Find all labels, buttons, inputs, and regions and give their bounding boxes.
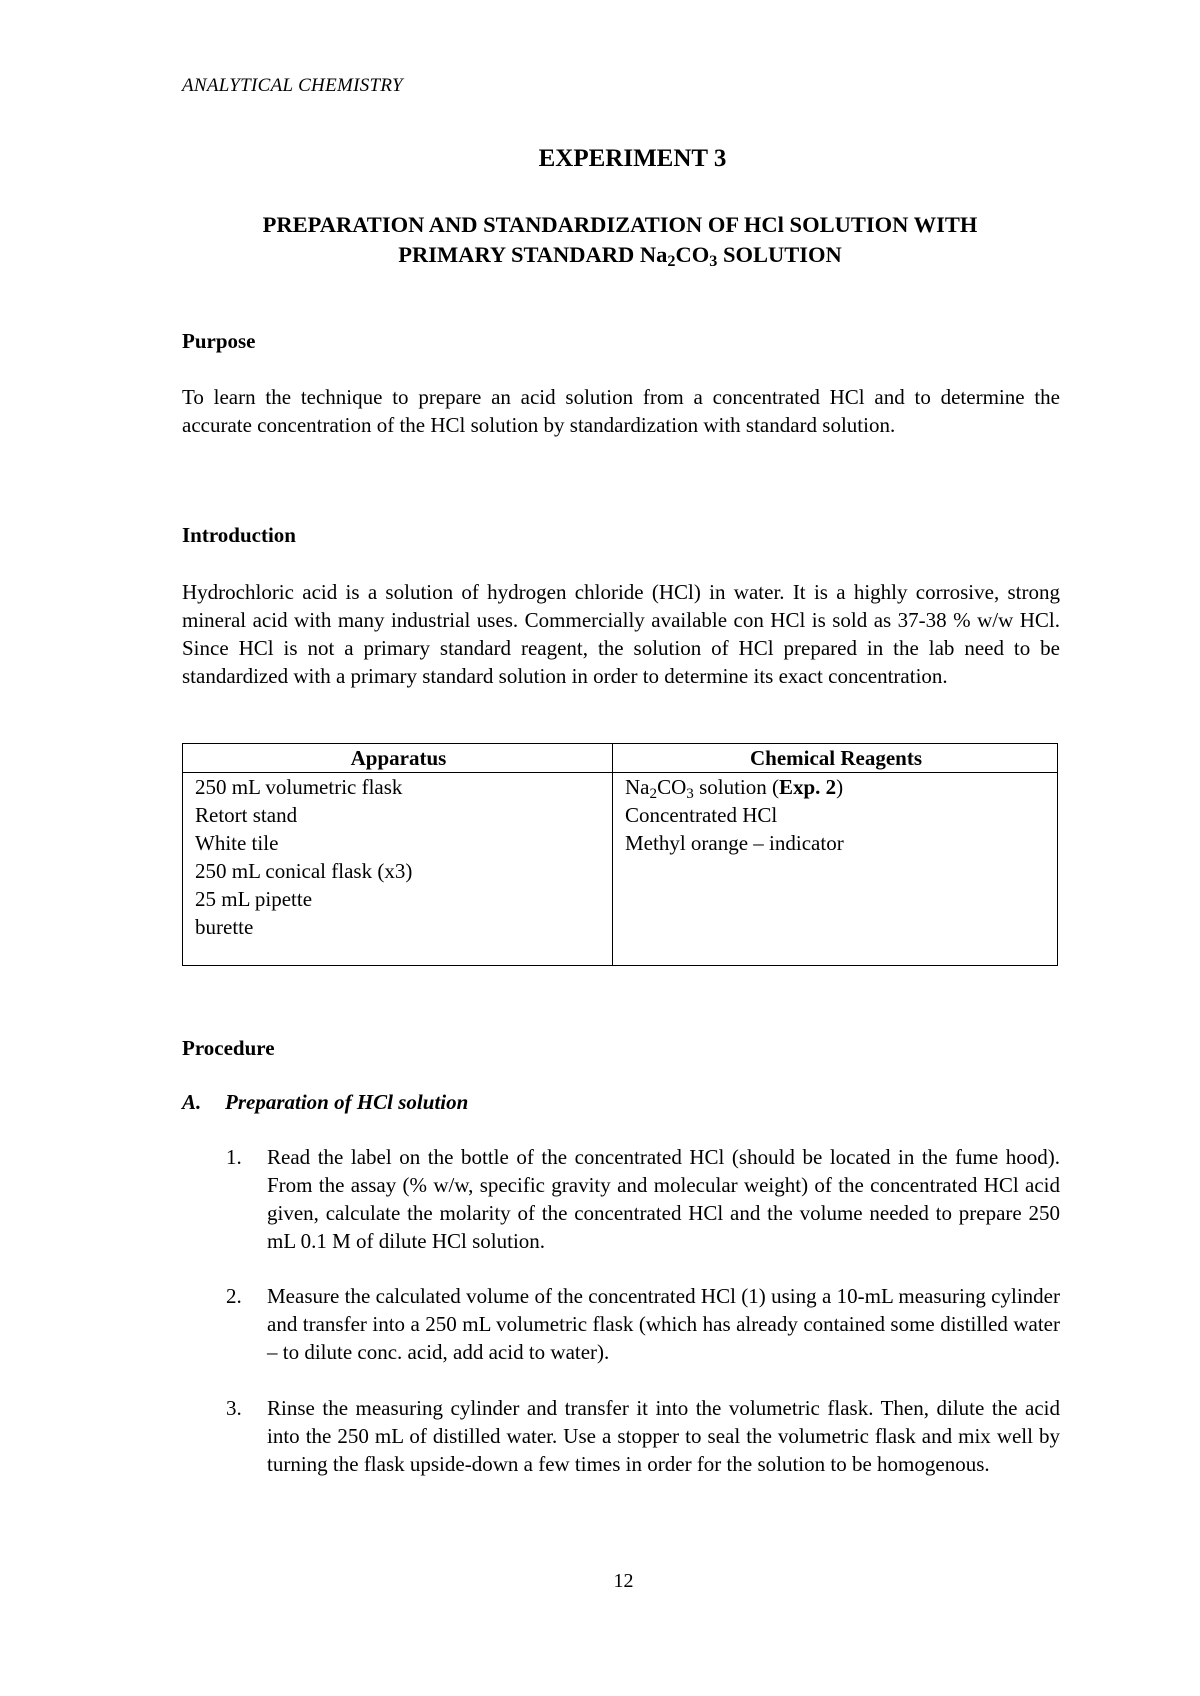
step-text: Read the label on the bottle of the concentrated HCl (should be located in the fume hood). From the assay (% w/w, specific gravity and molecular weight) of the concentrated HCl acid given, calculate the molarity of the concentrated HCl and the volume needed to prepare 250 mL 0.1 M of dilute HCl solution. — [267, 1145, 1060, 1253]
procedure-heading: Procedure — [182, 1036, 275, 1060]
reagents-header: Chemical Reagents — [613, 744, 1058, 773]
section-a-heading — [182, 1088, 468, 1116]
table-header-row — [183, 744, 1058, 773]
list-item: burette — [195, 915, 254, 939]
list-item: 250 mL conical flask (x3) — [195, 859, 413, 883]
introduction-heading: Introduction — [182, 523, 296, 547]
step-number: 2. — [226, 1284, 242, 1308]
experiment-label: EXPERIMENT 3 — [538, 145, 727, 172]
procedure-step — [226, 1394, 1060, 1478]
table-row — [183, 773, 1058, 966]
experiment-title — [182, 210, 1058, 270]
section-a-title: Preparation of HCl solution — [225, 1090, 469, 1114]
purpose-text: To learn the technique to prepare an acid solution from a concentrated HCl and to determine the accurate concentration of the HCl solution by standardization with standard solution. — [182, 385, 1060, 437]
step-number: 3. — [226, 1396, 242, 1420]
running-header: ANALYTICAL CHEMISTRY — [182, 75, 403, 96]
list-item: 250 mL volumetric flask — [195, 775, 403, 799]
list-item: Methyl orange – indicator — [625, 831, 844, 855]
title-line-1: PREPARATION AND STANDARDIZATION OF HCl SOLUTION WITH — [262, 212, 978, 237]
page-number: 12 — [613, 1570, 634, 1592]
section-a-letter: A. — [182, 1090, 202, 1114]
step-text: Measure the calculated volume of the concentrated HCl (1) using a 10-mL measuring cylinder and transfer into a 250 mL volumetric flask (which has already contained some distilled water – to dilute conc. acid, add acid to water). — [267, 1284, 1060, 1364]
introduction-text: Hydrochloric acid is a solution of hydrogen chloride (HCl) in water. It is a highly corrosive, strong mineral acid with many industrial uses. Commercially available con HCl is sold as 37-38 % w/w HCl. Since HCl is not a primary standard reagent, the solution of HCl prepared in the lab need to be standardized with a primary standard solution in order to determine its exact concentration. — [182, 580, 1060, 688]
step-text: Rinse the measuring cylinder and transfer it into the volumetric flask. Then, dilute the acid into the 250 mL of distilled water. Use a stopper to seal the volumetric flask and mix well by turning the flask upside-down a few times in order for the solution to be homogenous. — [267, 1396, 1060, 1476]
list-item: White tile — [195, 831, 279, 855]
procedure-step — [226, 1143, 1060, 1255]
list-item: Concentrated HCl — [625, 803, 778, 827]
step-number: 1. — [226, 1145, 242, 1169]
reagents-cell — [613, 773, 1058, 966]
apparatus-cell — [183, 773, 613, 966]
materials-table — [182, 743, 1058, 966]
apparatus-header: Apparatus — [183, 744, 613, 773]
list-item: $Na_2CO_3$ solution (Exp. 2) — [625, 775, 844, 802]
procedure-step — [226, 1282, 1060, 1366]
list-item: 25 mL pipette — [195, 887, 313, 911]
purpose-heading: Purpose — [182, 329, 256, 353]
title-line-2: PRIMARY STANDARD $Na_2CO_3$ SOLUTION — [398, 242, 842, 271]
list-item: Retort stand — [195, 803, 298, 827]
